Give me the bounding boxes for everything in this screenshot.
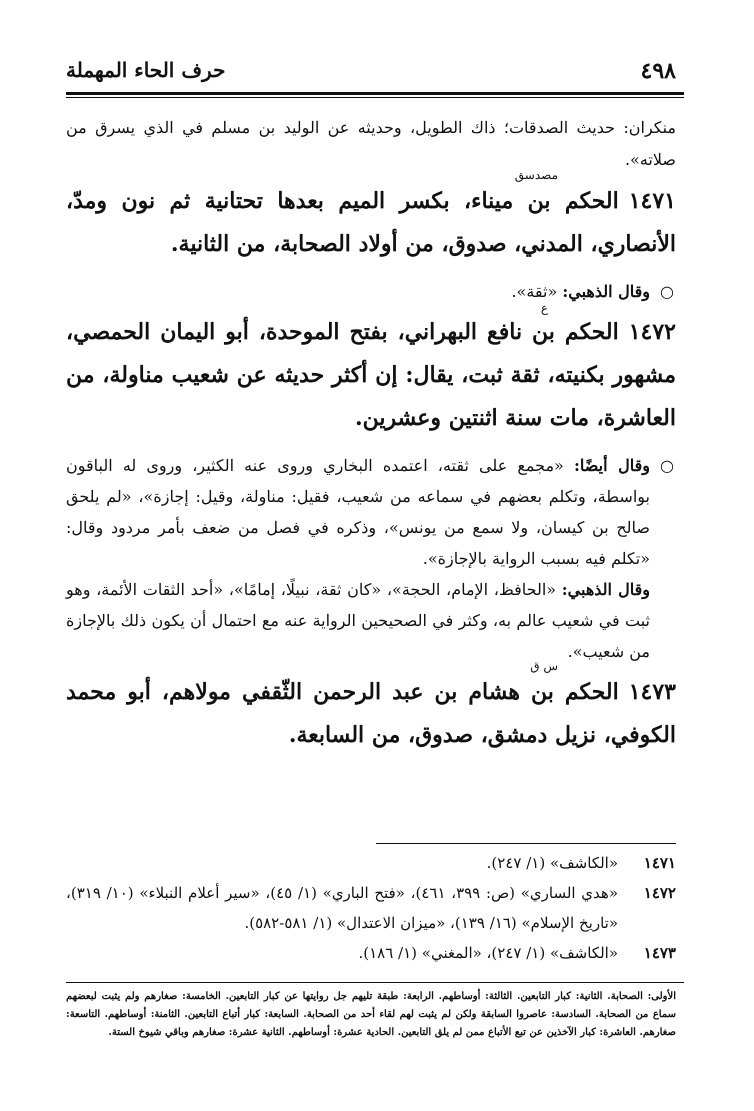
page-number: ٤٩٨ [640, 58, 676, 84]
entry-1472 [66, 301, 676, 440]
entry-text: الحكم بن نافع البهراني، بفتح الموحدة، أبو اليمان الحمصي، مشهور بكنيته، ثقة ثبت، يقال: إن أكثر حديثه عن شعيب مناولة، من العاشرة، مات سنة اثنتين وعشرين. [66, 319, 676, 431]
note-text: «مجمع على ثقته، اعتمده البخاري وروى عنه الكثير، وروى له الباقون بواسطة، وتكلم بعضهم في سماعه من شعيب، فقيل: مناولة، وقيل: إجازة»، «لم يلحق صالح بن كيسان، ولا سمع من يونس»، وذكره في فصل من ضعف بأمر مردود وقال: «تكلم فيه بسبب الرواية بالإجازة». [66, 456, 650, 568]
footnote [66, 848, 676, 878]
footnote-rule [376, 843, 676, 844]
footnotes [66, 848, 676, 968]
main-text [66, 112, 676, 757]
tiers-note: الأولى: الصحابة. الثانية: كبار التابعين. الثالثة: أوساطهم. الرابعة: طبقة تليهم جل روايتها عن كبار التابعين. الخامسة: صغارهم ولم يثبت لبعضهم سماع من الصحابة. السادسة: عاصروا السابقة ولكن لم يثبت لهم لقاء أحد من الصحابة. السابعة: كبار أتباع التابعين. الثامنة: أوساطهم. التاسعة: صغارهم. العاشرة: كبار الآخذين عن تبع الأتباع ممن لم يلق التابعين. الحادية عشرة: أوساطهم. الثانية عشرة: صغارهم وباقي شيوخ الستة. [66, 991, 676, 1038]
footnote-text: «الكاشف» (١/ ٢٤٧)، «المغني» (١/ ١٨٦). [358, 944, 618, 962]
entry-text: الحكم بن ميناء، بكسر الميم بعدها تحتانية ثم نون ومدّ، الأنصاري، المدني، صدوق، من أولاد الصحابة، من الثانية. [66, 188, 676, 257]
entry-number: ١٤٧٢ [628, 319, 676, 345]
note-lead: وقال أيضًا: [573, 456, 651, 475]
footnote-number: ١٤٧٣ [643, 944, 676, 962]
entry-number: ١٤٧١ [628, 188, 676, 214]
footnote-text: «الكاشف» (١/ ٢٤٧). [486, 854, 618, 872]
entry-marks: مصدسق [514, 168, 558, 182]
entry-number: ١٤٧٣ [628, 679, 676, 705]
note-lead: وقال الذهبي: [561, 580, 650, 599]
running-title: حرف الحاء المهملة [66, 58, 226, 82]
footnote [66, 878, 676, 938]
entry-marks: س ق [530, 659, 558, 673]
entry-marks: ع [540, 301, 548, 315]
footnote-number: ١٤٧٢ [643, 884, 676, 902]
circle-bullet-icon: ○ [660, 456, 674, 475]
page-header [66, 58, 676, 88]
entry-note [66, 574, 676, 667]
tiers-rule [66, 982, 684, 983]
entry-note [66, 276, 676, 307]
circle-bullet-icon: ○ [660, 282, 674, 301]
entry-text: الحكم بن هشام بن عبد الرحمن الثّقفي مولاهم، أبو محمد الكوفي، نزيل دمشق، صدوق، من السابعة. [66, 679, 676, 748]
entry-1473 [66, 659, 676, 757]
footnote [66, 938, 676, 968]
entry-1471 [66, 168, 676, 266]
note-lead: وقال الذهبي: [562, 282, 650, 301]
entry-note [66, 450, 676, 574]
note-text: «ثقة». [511, 282, 563, 301]
intro-paragraph: منكران: حديث الصدقات؛ ذاك الطويل، وحديثه عن الوليد بن مسلم في الذي يسرق من صلاته». [66, 118, 676, 169]
footnote-number: ١٤٧١ [643, 854, 676, 872]
header-rule-thin [66, 97, 684, 98]
note-text: «الحافظ، الإمام، الحجة»، «كان ثقة، نبيلًا، إمامًا»، «أحد الثقات الأئمة، وهو ثبت في شعيب عالم به، وكثر في الصحيحين الرواية عنه مع احتمال أن يكون ذلك بالإجازة من شعيب». [66, 580, 650, 661]
footnote-text: «هدي الساري» (ص: ٣٩٩، ٤٦١)، «فتح الباري» (١/ ٤٥)، «سير أعلام النبلاء» (١٠/ ٣١٩)، «تاريخ الإسلام» (١٦/ ١٣٩)، «ميزان الاعتدال» (١/ ٥٨١-٥٨٢). [66, 884, 618, 932]
header-rule-thick [66, 92, 684, 95]
